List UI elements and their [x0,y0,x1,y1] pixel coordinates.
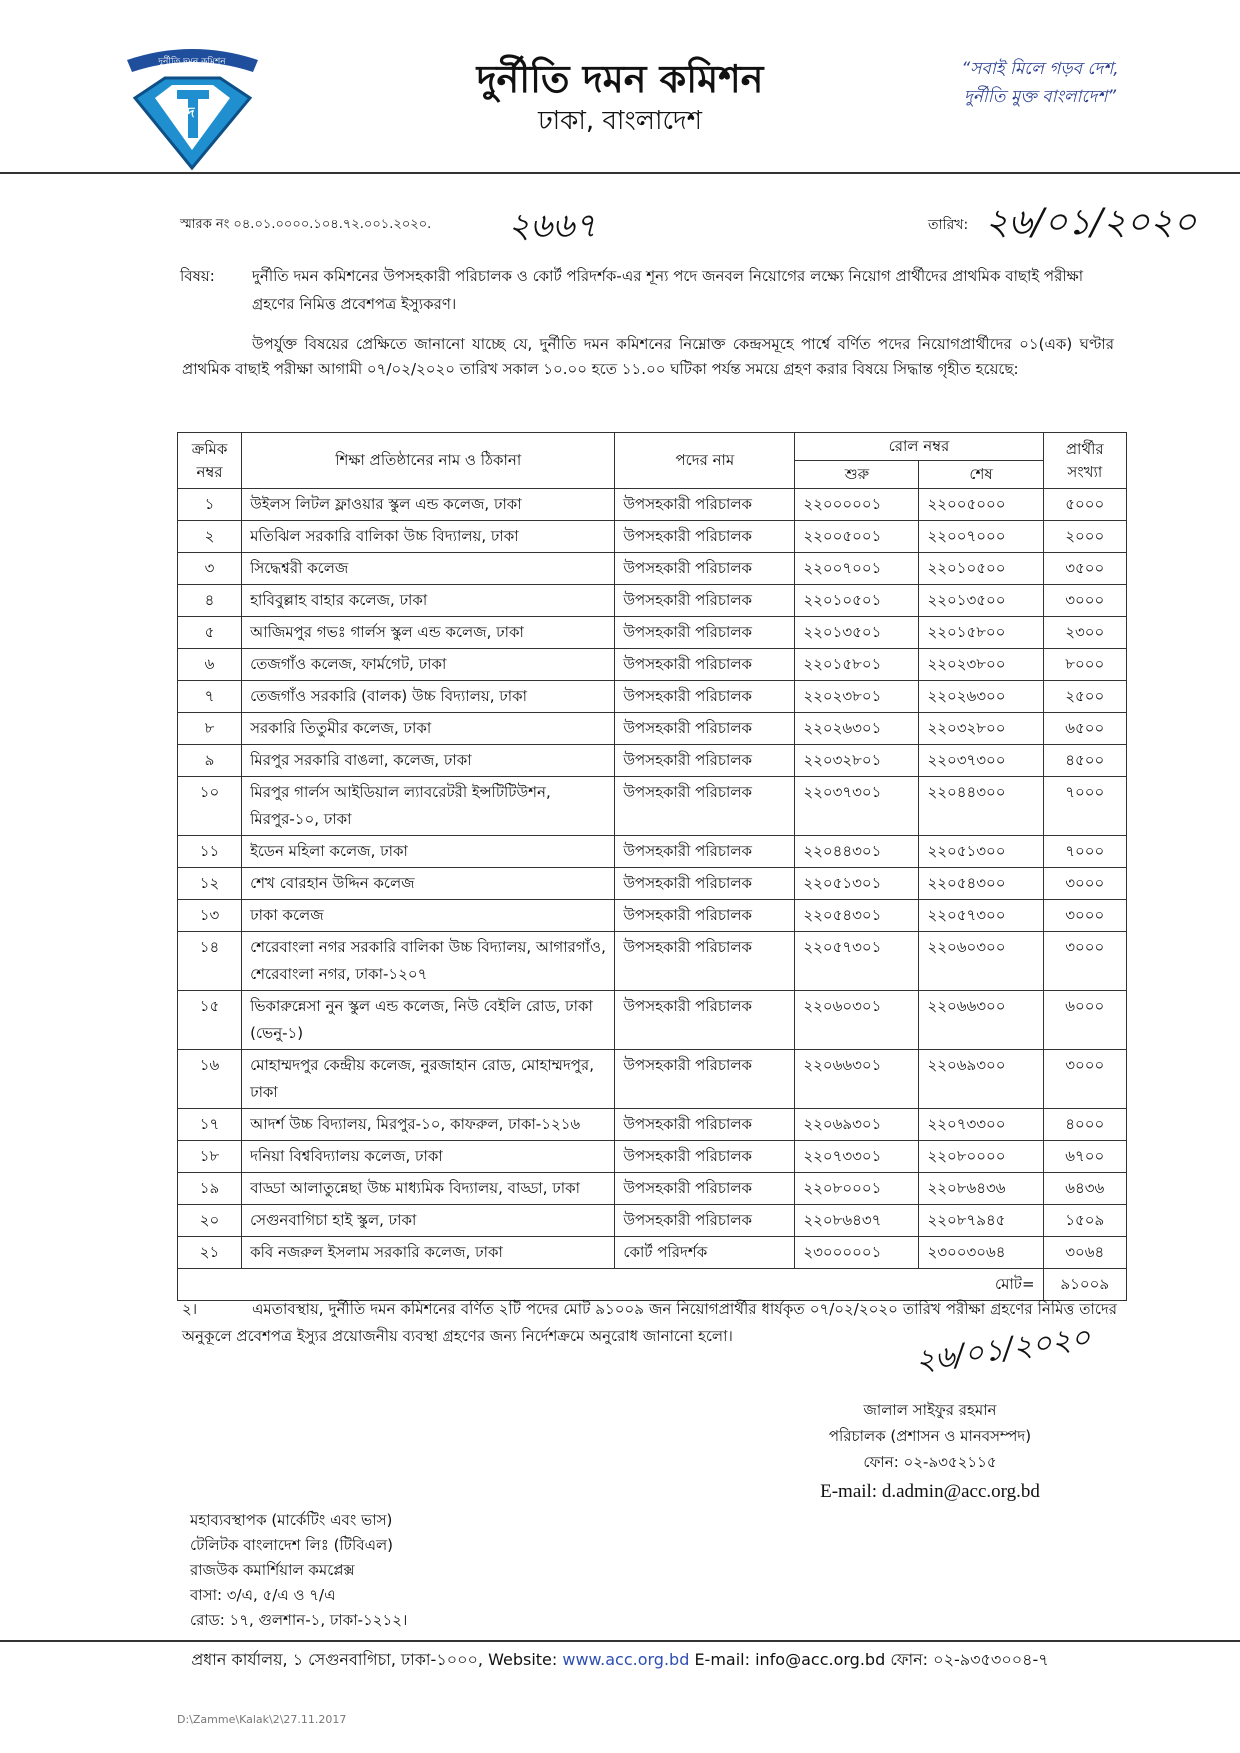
serial-cell: ৭ [178,681,242,713]
intro-paragraph: উপর্যুক্ত বিষয়ের প্রেক্ষিতে জানানো যাচ্ছে যে, দুর্নীতি দমন কমিশনের নিম্নোক্ত কেন্দ্রসমূহে পার্শ্বে বর্ণিত পদের নিয়োগপ্রার্থীদের ০১(এক) ঘণ্টার প্রাথমিক বাছাই পরীক্ষা আগামী ০৭/০২/২০২০ তারিখ সকাল ১০.০০ হতে ১১.০০ ঘটিকা পর্যন্ত সময়ে গ্রহণ করার বিষয়ে সিদ্ধান্ত গৃহীত হয়েছে: [182,335,1114,378]
roll-end-cell: ২২০২৩৮০০ [919,649,1043,681]
total-label: মোট= [178,1269,1044,1301]
roll-end-cell: ২২০৩২৮০০ [919,713,1043,745]
logo-banner-text: দুর্নীতি দমন কমিশন [158,57,226,67]
table-row [178,1205,1127,1237]
roll-start-cell: ২২০৭৩৩০১ [795,1141,919,1173]
serial-cell: ৪ [178,585,242,617]
roll-end-cell: ২২০৫১৩০০ [919,836,1043,868]
file-reference: D:\Zamme\Kalak\2\27.11.2017 [177,1713,347,1726]
roll-end-cell: ২৩০০৩০৬৪ [919,1237,1043,1269]
table-row [178,1237,1127,1269]
serial-cell: ১০ [178,777,242,836]
slogan-line-2: দুর্নীতি মুক্ত বাংলাদেশ” [963,87,1117,107]
institution-cell: মোহাম্মদপুর কেন্দ্রীয় কলেজ, নুরজাহান রোড, মোহাম্মদপুর, ঢাকা [242,1050,615,1109]
count-cell: ৩০০০ [1043,900,1126,932]
roll-end-cell: ২২০৬০৩০০ [919,932,1043,991]
count-cell: ২৩০০ [1043,617,1126,649]
institution-cell: আদর্শ উচ্চ বিদ্যালয়, মিরপুর-১০, কাফরুল, ঢাকা-১২১৬ [242,1109,615,1141]
memo-number: স্মারক নং ০৪.০১.০০০০.১০৪.৭২.০০১.২০২০. [180,217,432,232]
roll-end-cell: ২২০০৫০০০ [919,489,1043,521]
count-cell: ৬৫০০ [1043,713,1126,745]
header-roll-end: শেষ [919,461,1043,489]
subject-label: বিষয়: [180,267,215,285]
roll-start-cell: ২২০৮৬৪৩৭ [795,1205,919,1237]
post-cell: উপসহকারী পরিচালক [615,649,795,681]
count-cell: ৩০০০ [1043,585,1126,617]
serial-cell: ১৮ [178,1141,242,1173]
post-cell: উপসহকারী পরিচালক [615,868,795,900]
institution-cell: সেগুনবাগিচা হাই স্কুল, ঢাকা [242,1205,615,1237]
post-cell: উপসহকারী পরিচালক [615,1173,795,1205]
footer-divider [0,1640,1240,1642]
count-cell: ৬৭০০ [1043,1141,1126,1173]
roll-start-cell: ২২০৬৬৩০১ [795,1050,919,1109]
serial-cell: ৩ [178,553,242,585]
roll-start-cell: ২২০৩২৮০১ [795,745,919,777]
post-cell: উপসহকারী পরিচালক [615,521,795,553]
table-row [178,868,1127,900]
roll-start-cell: ২২০৪৪৩০১ [795,836,919,868]
roll-start-cell: ২২০২৬৩০১ [795,713,919,745]
roll-start-cell: ২৩০০০০০১ [795,1237,919,1269]
post-cell: উপসহকারী পরিচালক [615,991,795,1050]
roll-end-cell: ২২০২৬৩০০ [919,681,1043,713]
table-row [178,991,1127,1050]
serial-cell: ২০ [178,1205,242,1237]
footer-email: E-mail: info@acc.org.bd [689,1650,891,1669]
count-cell: ৭০০০ [1043,836,1126,868]
roll-start-cell: ২২০০৭০০১ [795,553,919,585]
serial-cell: ১৩ [178,900,242,932]
table-row [178,489,1127,521]
count-cell: ৮০০০ [1043,649,1126,681]
count-cell: ৩০০০ [1043,868,1126,900]
roll-end-cell: ২২০১০৫০০ [919,553,1043,585]
roll-start-cell: ২২০৩৭৩০১ [795,777,919,836]
logo-letters-text: দু দ ক [174,105,210,121]
para2-text: এমতাবস্থায়, দুর্নীতি দমন কমিশনের বর্ণিত ২টি পদের মোট ৯১০০৯ জন নিয়োগপ্রার্থীর ধার্যকৃত ০৭/০২/২০২০ তারিখ পরীক্ষা গ্রহণের নিমিত্ত তাদের অনুকূলে প্রবেশপত্র ইস্যুর প্রয়োজনীয় ব্যবস্থা গ্রহণের জন্য নির্দেশক্রমে অনুরোধ জানানো হলো। [182,1300,1117,1345]
serial-cell: ১ [178,489,242,521]
footer-phone: ফোন: ০২-৯৩৫৩০০৪-৭ [890,1650,1049,1669]
post-cell: উপসহকারী পরিচালক [615,1141,795,1173]
roll-start-cell: ২২০৮০০০১ [795,1173,919,1205]
institution-cell: হাবিবুল্লাহ বাহার কলেজ, ঢাকা [242,585,615,617]
recipient-line: বাসা: ৩/এ, ৫/এ ও ৭/এ [190,1586,336,1604]
count-cell: ৩৫০০ [1043,553,1126,585]
table-row [178,745,1127,777]
serial-cell: ১৫ [178,991,242,1050]
post-cell: উপসহকারী পরিচালক [615,900,795,932]
institution-cell: ইডেন মহিলা কলেজ, ঢাকা [242,836,615,868]
post-cell: উপসহকারী পরিচালক [615,745,795,777]
exam-centers-table [177,432,1127,1301]
post-cell: উপসহকারী পরিচালক [615,932,795,991]
institution-cell: সিদ্ধেশ্বরী কলেজ [242,553,615,585]
recipient-address [190,1508,407,1633]
institution-cell: ভিকারুন্নেসা নুন স্কুল এন্ড কলেজ, নিউ বেইলি রোড, ঢাকা (ভেনু-১) [242,991,615,1050]
post-cell: উপসহকারী পরিচালক [615,836,795,868]
post-cell: উপসহকারী পরিচালক [615,489,795,521]
handwritten-date: ২৬/০১/২০২০ [985,202,1197,243]
table-row [178,1173,1127,1205]
serial-cell: ১১ [178,836,242,868]
post-cell: উপসহকারী পরিচালক [615,1050,795,1109]
post-cell: কোর্ট পরিদর্শক [615,1237,795,1269]
table-row [178,1141,1127,1173]
serial-cell: ৬ [178,649,242,681]
table-row [178,900,1127,932]
roll-start-cell: ২২০৫৪৩০১ [795,900,919,932]
header-post: পদের নাম [615,433,795,489]
slogan-line-1: “সবাই মিলে গড়ব দেশ, [961,59,1119,79]
count-cell: ৫০০০ [1043,489,1126,521]
post-cell: উপসহকারী পরিচালক [615,1109,795,1141]
count-cell: ৪৫০০ [1043,745,1126,777]
serial-cell: ১৭ [178,1109,242,1141]
institution-cell: শেখ বোরহান উদ্দিন কলেজ [242,868,615,900]
roll-end-cell: ২২০১৩৫০০ [919,585,1043,617]
institution-cell: আজিমপুর গভঃ গার্লস স্কুল এন্ড কলেজ, ঢাকা [242,617,615,649]
header-roll-start: শুরু [795,461,919,489]
header-institution: শিক্ষা প্রতিষ্ঠানের নাম ও ঠিকানা [242,433,615,489]
roll-end-cell: ২২০৪৪৩০০ [919,777,1043,836]
recipient-line: রোড: ১৭, গুলশান-১, ঢাকা-১২১২। [190,1611,408,1629]
serial-cell: ৫ [178,617,242,649]
para2-number: ২। [182,1300,198,1318]
post-cell: উপসহকারী পরিচালক [615,617,795,649]
roll-end-cell: ২২০৩৭৩০০ [919,745,1043,777]
table-row [178,777,1127,836]
institution-cell: ঢাকা কলেজ [242,900,615,932]
roll-end-cell: ২২০০৭০০০ [919,521,1043,553]
institution-cell: মতিঝিল সরকারি বালিকা উচ্চ বিদ্যালয়, ঢাকা [242,521,615,553]
header-divider [0,172,1240,174]
roll-end-cell: ২২০১৫৮০০ [919,617,1043,649]
roll-start-cell: ২২০০৫০০১ [795,521,919,553]
table-body [178,489,1127,1269]
institution-cell: শেরেবাংলা নগর সরকারি বালিকা উচ্চ বিদ্যালয়, আগারগাঁও, শেরেবাংলা নগর, ঢাকা-১২০৭ [242,932,615,991]
roll-start-cell: ২২০৫১৩০১ [795,868,919,900]
serial-cell: ১৬ [178,1050,242,1109]
recipient-line: টেলিটক বাংলাদেশ লিঃ (টিবিএল) [190,1536,394,1554]
count-cell: ৪০০০ [1043,1109,1126,1141]
roll-start-cell: ২২০১৫৮০১ [795,649,919,681]
table-row [178,836,1127,868]
signatory-email: E-mail: d.admin@acc.org.bd [820,1481,1040,1502]
roll-start-cell: ২২০০০০০১ [795,489,919,521]
org-city: ঢাকা, বাংলাদেশ [537,106,703,136]
header-roll: রোল নম্বর [795,433,1043,461]
footer-website-link[interactable]: www.acc.org.bd [562,1650,690,1669]
institution-cell: কবি নজরুল ইসলাম সরকারি কলেজ, ঢাকা [242,1237,615,1269]
post-cell: উপসহকারী পরিচালক [615,777,795,836]
serial-cell: ২১ [178,1237,242,1269]
table-row [178,617,1127,649]
slogan [935,55,1145,111]
institution-cell: মিরপুর গার্লস আইডিয়াল ল্যাবরেটরী ইন্সটিটিউশন, মিরপুর-১০, ঢাকা [242,777,615,836]
roll-start-cell: ২২০১০৫০১ [795,585,919,617]
roll-start-cell: ২২০৫৭৩০১ [795,932,919,991]
post-cell: উপসহকারী পরিচালক [615,1205,795,1237]
count-cell: ২৫০০ [1043,681,1126,713]
header-serial: ক্রমিক নম্বর [178,433,242,489]
count-cell: ৩০৬৪ [1043,1237,1126,1269]
table-row [178,681,1127,713]
signature-block [760,1397,1100,1505]
table-row [178,1109,1127,1141]
post-cell: উপসহকারী পরিচালক [615,585,795,617]
count-cell: ৬৪৩৬ [1043,1173,1126,1205]
handwritten-signature: ২৬/০১/২০২০ [913,1319,1093,1380]
roll-end-cell: ২২০৮০০০০ [919,1141,1043,1173]
roll-end-cell: ২২০৭৩৩০০ [919,1109,1043,1141]
signatory-name: জালাল সাইফুর রহমান [863,1401,997,1419]
roll-start-cell: ২২০২৩৮০১ [795,681,919,713]
count-cell: ৩০০০ [1043,932,1126,991]
count-cell: ৬০০০ [1043,991,1126,1050]
table-row [178,521,1127,553]
table-row [178,1050,1127,1109]
institution-cell: তেজগাঁও সরকারি (বালক) উচ্চ বিদ্যালয়, ঢাকা [242,681,615,713]
recipient-line: মহাব্যবস্থাপক (মার্কেটিং এবং ভাস) [190,1511,393,1529]
memo-handwritten-number: ২৬৬৭ [508,206,597,246]
table-row [178,932,1127,991]
roll-end-cell: ২২০৫৪৩০০ [919,868,1043,900]
institution-cell: সরকারি তিতুমীর কলেজ, ঢাকা [242,713,615,745]
institution-cell: দনিয়া বিশ্ববিদ্যালয় কলেজ, ঢাকা [242,1141,615,1173]
signatory-phone: ফোন: ০২-৯৩৫২১১৫ [863,1453,997,1471]
serial-cell: ১৪ [178,932,242,991]
total-value: ৯১০০৯ [1043,1269,1126,1301]
post-cell: উপসহকারী পরিচালক [615,713,795,745]
serial-cell: ৮ [178,713,242,745]
table-row [178,585,1127,617]
roll-start-cell: ২২০৬৯৩০১ [795,1109,919,1141]
subject-block [180,262,1115,318]
roll-start-cell: ২২০১৩৫০১ [795,617,919,649]
institution-cell: মিরপুর সরকারি বাঙলা, কলেজ, ঢাকা [242,745,615,777]
table-row [178,649,1127,681]
count-cell: ১৫০৯ [1043,1205,1126,1237]
roll-start-cell: ২২০৬০৩০১ [795,991,919,1050]
footer-address: প্রধান কার্যালয়, ১ সেগুনবাগিচা, ঢাকা-১০০০, Website: [191,1650,563,1669]
serial-cell: ১২ [178,868,242,900]
roll-end-cell: ২২০৮৬৪৩৬ [919,1173,1043,1205]
count-cell: ৭০০০ [1043,777,1126,836]
org-name: দুর্নীতি দমন কমিশন [476,57,764,101]
footer [0,1647,1240,1674]
serial-cell: ২ [178,521,242,553]
date-label: তারিখ: [928,217,969,233]
roll-end-cell: ২২০৮৭৯৪৫ [919,1205,1043,1237]
post-cell: উপসহকারী পরিচালক [615,553,795,585]
institution-cell: তেজগাঁও কলেজ, ফার্মগেট, ঢাকা [242,649,615,681]
recipient-line: রাজউক কমার্শিয়াল কমপ্লেক্স [190,1561,355,1579]
signatory-designation: পরিচালক (প্রশাসন ও মানবসম্পদ) [828,1427,1032,1445]
post-cell: উপসহকারী পরিচালক [615,681,795,713]
table-row [178,553,1127,585]
count-cell: ৩০০০ [1043,1050,1126,1109]
serial-cell: ৯ [178,745,242,777]
roll-end-cell: ২২০৬৯৩০০ [919,1050,1043,1109]
table-row [178,713,1127,745]
roll-end-cell: ২২০৬৬৩০০ [919,991,1043,1050]
institution-cell: উইলস লিটল ফ্লাওয়ার স্কুল এন্ড কলেজ, ঢাকা [242,489,615,521]
roll-end-cell: ২২০৫৭৩০০ [919,900,1043,932]
count-cell: ২০০০ [1043,521,1126,553]
institution-cell: বাড্ডা আলাতুন্নেছা উচ্চ মাধ্যমিক বিদ্যালয়, বাড্ডা, ঢাকা [242,1173,615,1205]
subject-text: দুর্নীতি দমন কমিশনের উপসহকারী পরিচালক ও কোর্ট পরিদর্শক-এর শূন্য পদে জনবল নিয়োগের লক্ষ্যে নিয়োগ প্রার্থীদের প্রাথমিক বাছাই পরীক্ষা গ্রহণের নিমিত্ত প্রবেশপত্র ইস্যুকরণ। [252,267,1084,313]
serial-cell: ১৯ [178,1173,242,1205]
header-count: প্রার্থীর সংখ্যা [1043,433,1126,489]
